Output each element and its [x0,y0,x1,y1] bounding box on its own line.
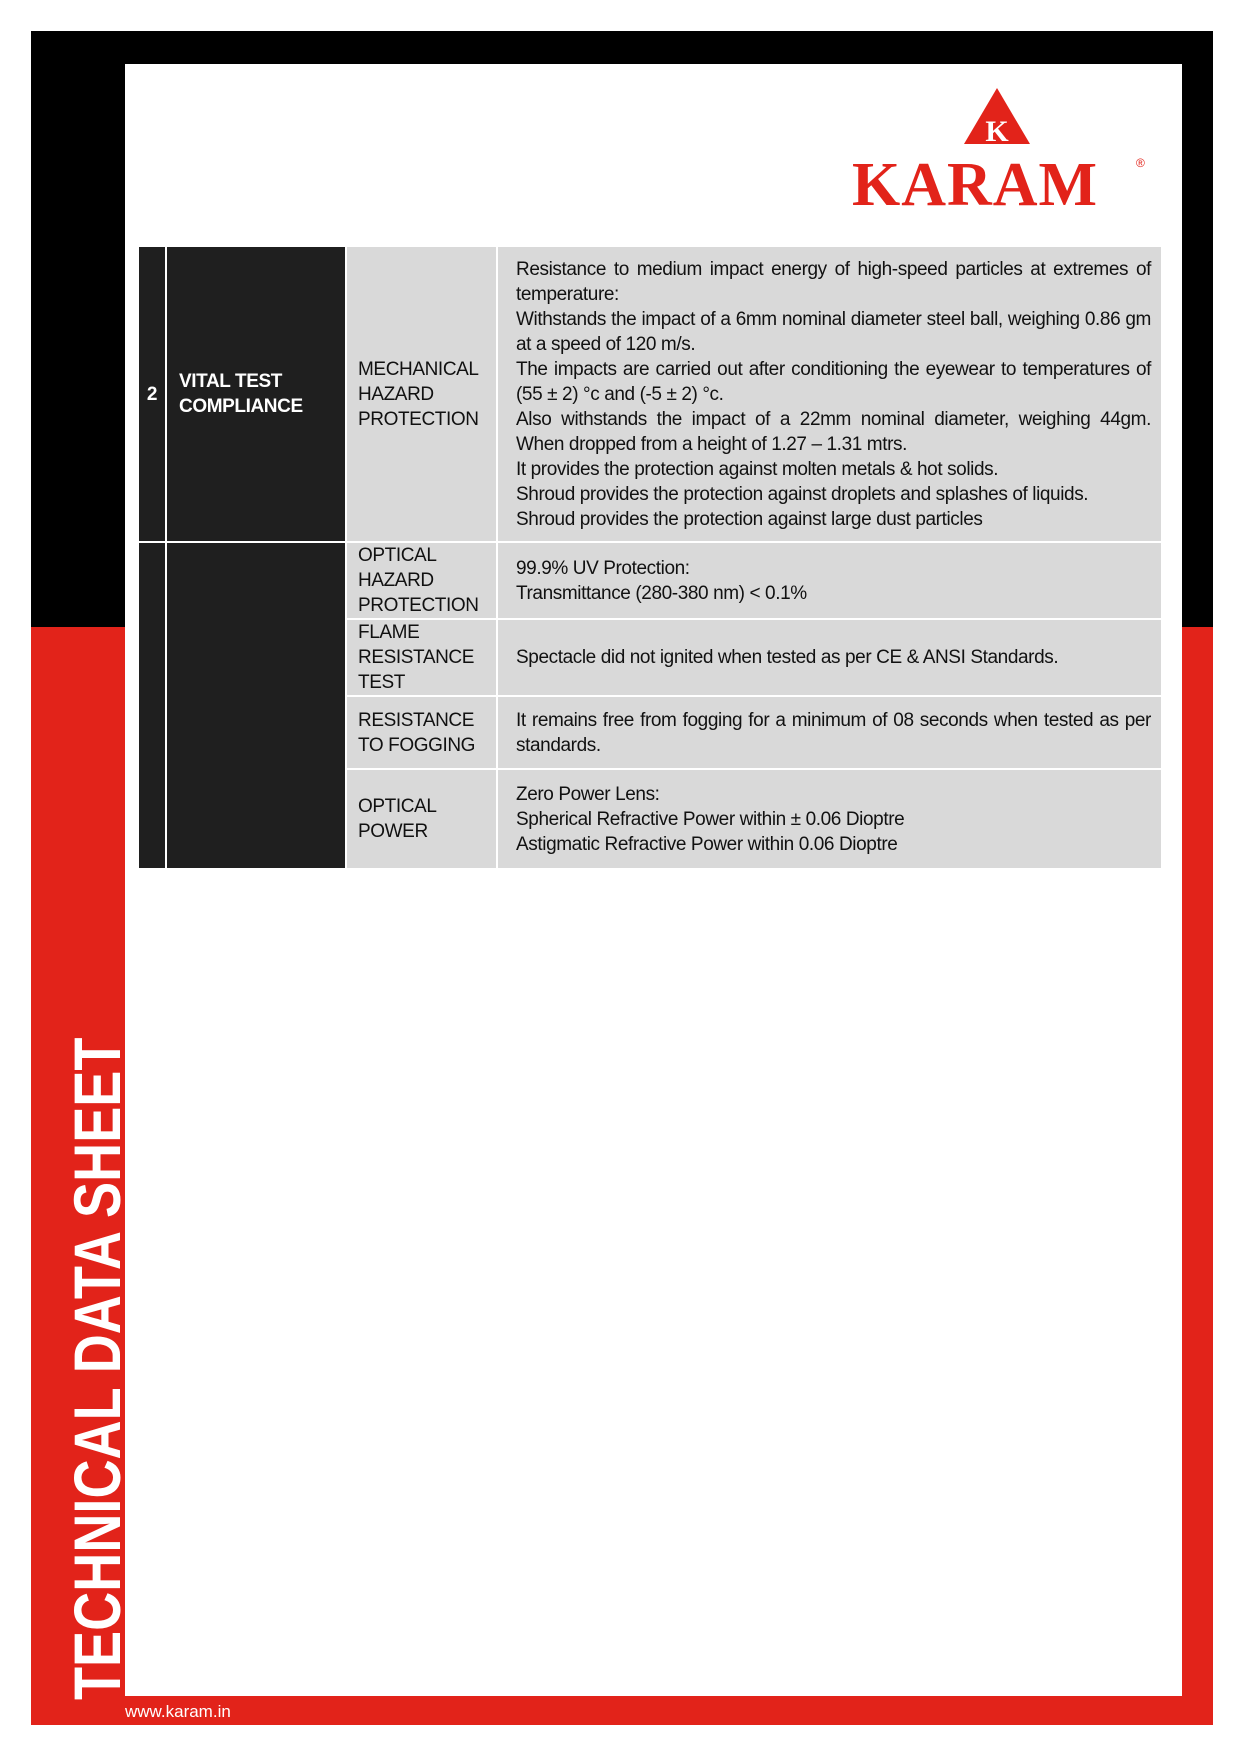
test-description: 99.9% UV Protection: Transmittance (280-380 nm) < 0.1% [497,542,1161,619]
website-link[interactable]: www.karam.in [125,1702,231,1721]
test-description: Zero Power Lens: Spherical Refractive Power within ± 0.06 Dioptre Astigmatic Refractive Power within 0.06 Dioptre [497,769,1161,868]
test-name: RESISTANCE TO FOGGING [346,696,497,769]
test-description: It remains free from fogging for a minimum of 08 seconds when tested as per standards. [497,696,1161,769]
side-title: TECHNICAL DATA SHEET [60,1037,134,1700]
karam-logo-icon [962,86,1032,146]
logo-letter: K [985,115,1009,146]
section-number-empty [139,542,166,868]
test-name: FLAME RESISTANCE TEST [346,619,497,696]
karam-logo [852,86,1152,219]
section-number: 2 [139,247,166,542]
test-name: MECHANICAL HAZARD PROTECTION [346,247,497,542]
test-description: Resistance to medium impact energy of high-speed particles at extremes of temperature: Withstands the impact of a 6mm nominal diameter steel ball, weighing 0.86 gm at a speed of 120 m/s. The impacts are carried out after conditioning the eyewear to temperatures of (55 ± 2) °c and (-5 ± 2) °c. Also withstands the impact of a 22mm nominal diameter, weighing 44gm. When dropped from a height of 1.27 – 1.31 mtrs. It provides the protection against molten metals & hot solids. Shroud provides the protection against droplets and splashes of liquids. Shroud provides the protection against large dust particles [497,247,1161,542]
registered-mark: ® [1136,156,1145,170]
section-title [166,247,346,542]
test-name: OPTICAL HAZARD PROTECTION [346,542,497,619]
section-title-empty [166,542,346,868]
section-title-line: COMPLIANCE [179,396,303,417]
section-title-line: VITAL TEST [179,371,282,392]
logo-wordmark: KARAM [852,151,1099,219]
test-name: OPTICAL POWER [346,769,497,868]
test-description: Spectacle did not ignited when tested as per CE & ANSI Standards. [497,619,1161,696]
spec-table [139,247,1161,868]
table-row [139,542,1161,619]
table-row [139,247,1161,542]
